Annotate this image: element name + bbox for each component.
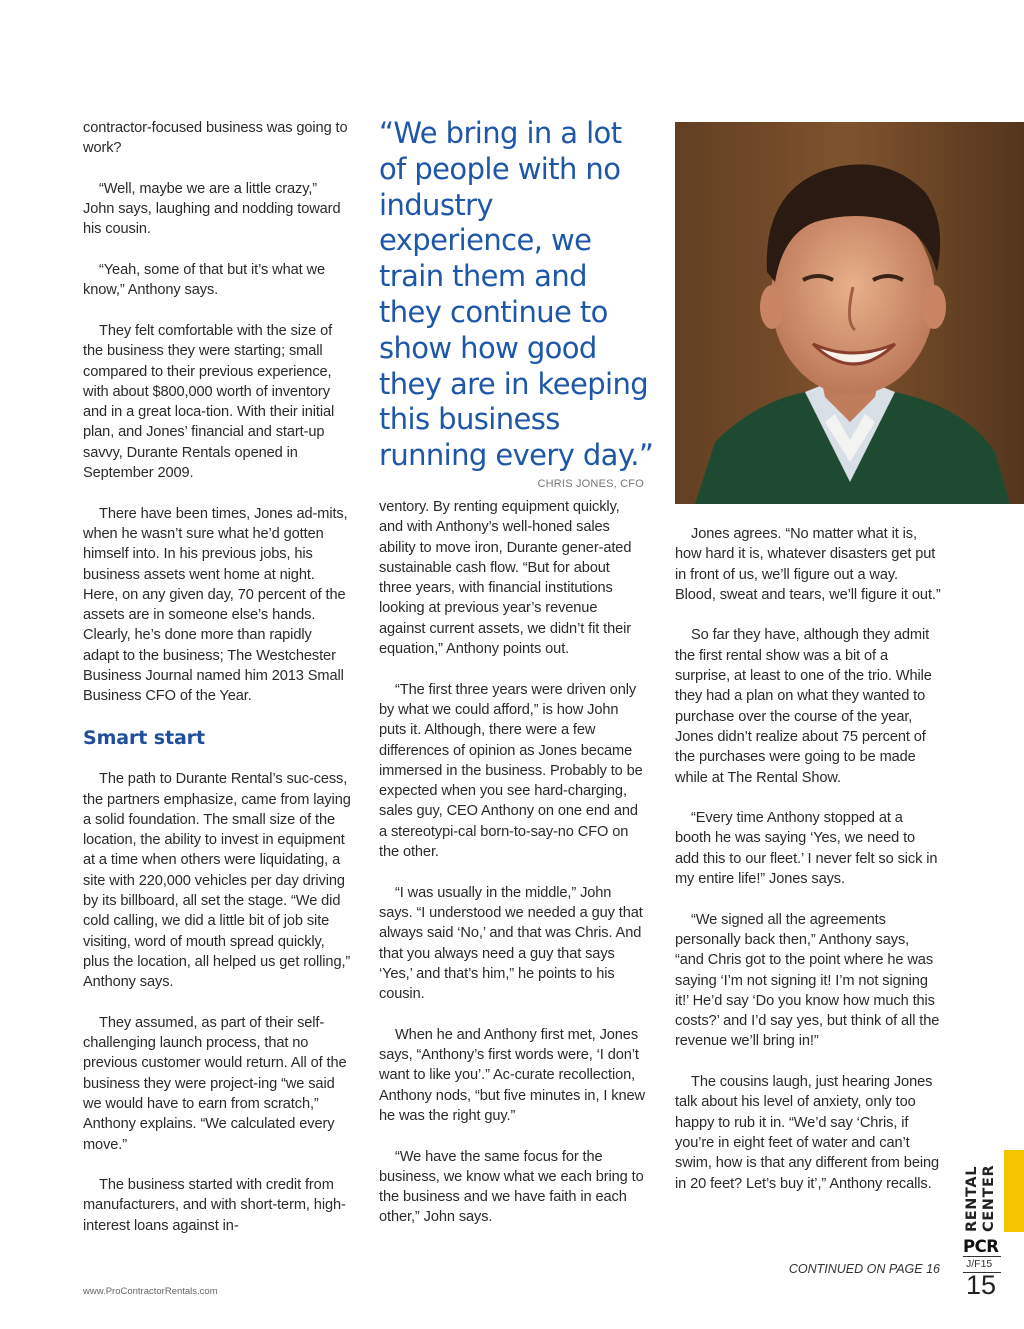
paragraph: “We have the same focus for the business, we know what we each bring to the business and we have faith in each other,” John says.	[379, 1148, 644, 1226]
paragraph: “Every time Anthony stopped at a booth he was saying ‘Yes, we need to add this to our fleet.’ I never felt so sick in my entire life!” Jones says.	[675, 810, 938, 888]
paragraph: They assumed, as part of their self-challenging launch process, that no previous customer would return. All of the business they were project-ing “we said we would have to earn from scratch,” Anthony explains. “We calculated every move.”	[83, 1014, 347, 1153]
footer-url[interactable]: www.ProContractorRentals.com	[83, 1286, 218, 1297]
paragraph: “We signed all the agreements personally back then,” Anthony says, “and Chris got to the point where he was saying ‘I’m not signing it! I’m not signing it!’ He’d say ‘Do you know how much this costs?’ and I’d say yes, but think of all the revenue we’ll bring in!”	[675, 911, 940, 1050]
paragraph: The cousins laugh, just hearing Jones talk about his level of anxiety, only too happy to rub it in. “We’d say ‘Chris, if you’re in eight feet of water and can’t swim, how is that any different from being in 20 feet? Let’s buy it’,” Anthony recalls.	[675, 1074, 940, 1192]
divider	[963, 1256, 1001, 1257]
section-accent-bar	[1004, 1150, 1024, 1232]
paragraph: “Yeah, some of that but it’s what we know,” Anthony says.	[83, 262, 325, 299]
paragraph: Jones agrees. “No matter what it is, how hard it is, whatever disasters get put in front of us, we’ll figure out a way. Blood, sweat and tears, we’ll figure it out.”	[675, 526, 941, 603]
article-column-2	[379, 497, 645, 1248]
issue-label: J/F15	[966, 1258, 993, 1270]
paragraph: The path to Durante Rental’s suc-cess, the partners emphasize, came from laying a solid foundation. The small size of the location, the ability to invest in equipment at a time when others were liquidating, a site with 220,000 vehicles per day driving by its billboard, all set the stage. “We did cold calling, we did a little bit of job site visiting, word of mouth spread quickly, plus the location, all helped us get rolling,” Anthony says.	[83, 771, 351, 991]
article-column-3	[675, 524, 941, 1214]
paragraph: When he and Anthony first met, Jones says, “Anthony’s first words were, ‘I don’t want to like you’.” Ac-curate recollection, Anthony nods, “but five minutes in, I knew he was the right guy.”	[379, 1026, 645, 1124]
section-label	[962, 1152, 1002, 1232]
article-column-1	[83, 118, 351, 1256]
paragraph: “Well, maybe we are a little crazy,” John says, laughing and nodding toward his cousin.	[83, 180, 341, 238]
paragraph: The business started with credit from manufacturers, and with short-term, high-interest loans against in-	[83, 1177, 346, 1234]
continued-link[interactable]: CONTINUED ON PAGE 16	[788, 1262, 940, 1276]
pull-quote	[379, 116, 654, 490]
pull-quote-attribution: CHRIS JONES, CFO	[537, 477, 644, 490]
paragraph: “The first three years were driven only by what we could afford,” is how John puts it. Although, there were a few differences of opinion as Jones became immersed in the business. Probably to be expected when you see hard-charging, sales guy, CEO Anthony on one end and a stereotypi-cal born-to-say-no CFO on the other.	[379, 681, 643, 861]
section-label-line1: RENTAL	[964, 1165, 980, 1232]
portrait-photo	[675, 122, 1024, 504]
section-subhead: Smart start	[83, 726, 205, 749]
pull-quote-text: “We bring in a lot of people with no industry experience, we train them and they continue to show how good they are in keeping this business running every day.”	[379, 116, 654, 473]
paragraph: contractor-focused business was going to work?	[83, 120, 348, 157]
paragraph: There have been times, Jones ad-mits, when he wasn’t sure what he’d gotten himself into. In his previous jobs, his business assets went home at night. Here, on any given day, 70 percent of the assets are in someone else’s hands. Clearly, he’s done more than rapidly adapt to the business; The Westchester Business Journal named him 2013 Small Business CFO of the Year.	[83, 505, 348, 705]
magazine-logo: PCR	[963, 1237, 999, 1256]
paragraph: So far they have, although they admit the first rental show was a bit of a surprise, at least to one of the trio. While they had a plan on what they wanted to purchase over the course of the year, Jones didn’t realize about 75 percent of the purchases were going to be made while at The Rental Show.	[675, 627, 932, 786]
paragraph: ventory. By renting equipment quickly, and with Anthony’s well-honed sales ability to move iron, Durante gener-ated sustainable cash flow. “But for about three years, with financial institutions looking at previous year’s revenue against current assets, we didn’t fit their equation,” Anthony points out.	[379, 499, 632, 658]
section-label-line2: CENTER	[981, 1164, 997, 1232]
paragraph: “I was usually in the middle,” John says. “I understood we needed a guy that always said ‘No,’ and that was Chris. And that you always need a guy that says ‘Yes,’ and that’s him,” he points to his cousin.	[379, 884, 643, 1003]
paragraph: They felt comfortable with the size of the business they were starting; small compared to their previous experience, with about $800,000 worth of inventory and in a great loca-tion. With their initial plan, and Jones’ financial and start-up savvy, Durante Rentals opened in September 2009.	[83, 322, 335, 482]
page-number: 15	[966, 1270, 997, 1300]
